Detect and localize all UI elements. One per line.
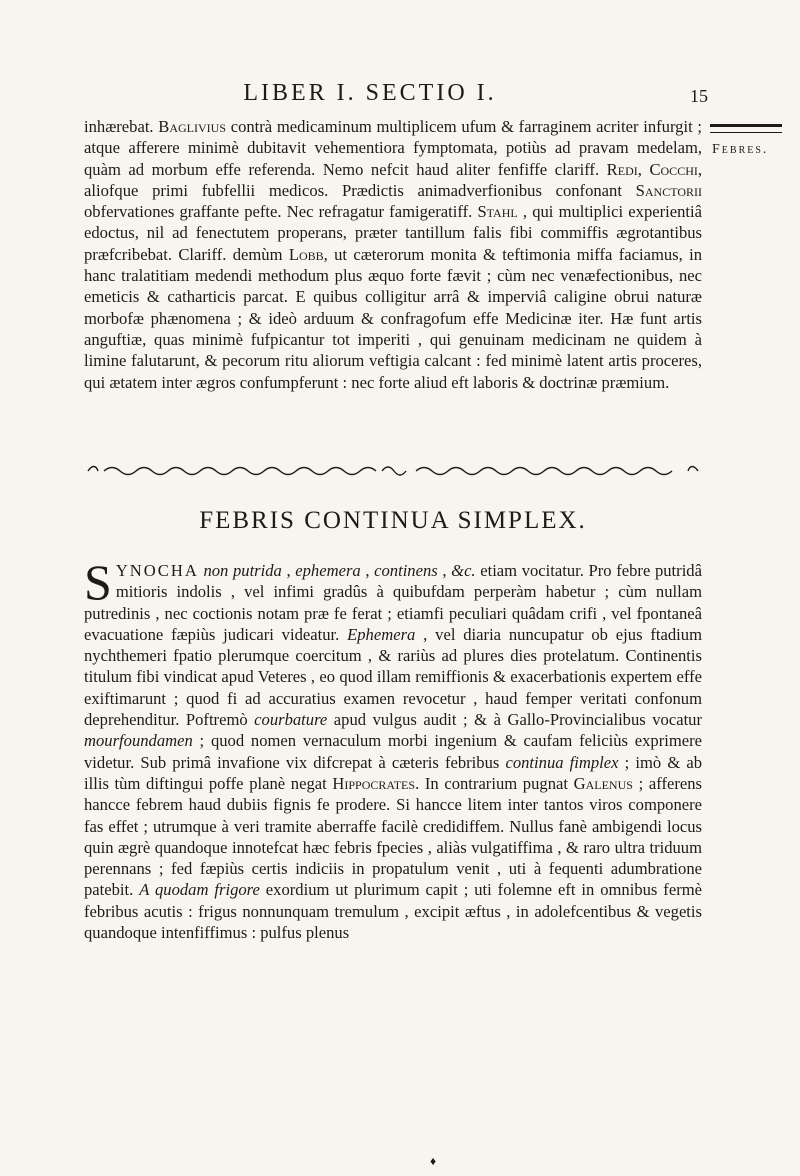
running-head: LIBER I. SECTIO I.	[243, 80, 497, 106]
drop-cap: S	[84, 554, 112, 610]
paragraph-2: SYNOCHA non putrida , ephemera , continens , &c. etiam vocitatur. Pro febre putridâ mitioris indolis , vel infimi gradûs à quibufdam perperàm habetur ; cùm nullam putredinis , nec coctionis notam præ fe ferat ; etiamfi peculiari quâdam crifi , vel fpontaneâ evacuatione fæpiùs judicari videatur. Ephemera , vel diaria nuncupatur ob ejus ftadium nychthemeri fpatio plerumque coercitum , & rariùs ad plures dies protelatum. Continentis titulum fibi vindicat apud Veteres , eo quod illam remiffionis & exacerbationis expertem effe exiftimarunt ; quod fi ad accuratius examen revocetur , haud femper veritati confonum deprehenditur. Poftremò courbature apud vulgus audit ; & à Gallo-Provincialibus vocatur mourfoundamen ; quod nomen vernaculum morbi ingenium & caufam feliciùs exprimere videtur. Sub primâ invafione vix difcrepat à cæteris febribus continua fimplex ; imò & ab illis tùm diftingui poffe planè negat Hippocrates. In contrarium pugnat Galenus ; afferens hancce febrem haud dubiis fignis fe prodere. Si hancce litem inter tantos viros componere fas effet ; utrumque à veri tramite aberraffe facilè credidiffem. Nullus fanè ambigendi locus quin ægrè quandoque innotefcat hæc febris fpecies , aliàs vulgatiffima , & raro ultra triduum perennans ; fed fæpiùs certis indiciis in propatulum venit , uti à fequenti adumbratione patebit. A quodam frigore exordium ut plurimum capit ; uti folemne eft in omnibus fermè febribus acutis : frigus nonnunquam tremulum , excipit æftus , in adolefcentibus & vegetis quandoque intenfiffimus : pulfus plenus	[84, 554, 703, 943]
ornament-divider	[84, 462, 702, 480]
author-stahl: Stahl	[477, 202, 518, 222]
author-sanctorius: Sanctorii	[635, 180, 702, 200]
author-hippocrates: Hippocrates	[332, 773, 416, 793]
margin-rule	[710, 124, 782, 133]
side-note: Febres.	[712, 142, 769, 157]
page-number: 15	[690, 86, 708, 106]
author-redi: Redi	[606, 159, 638, 179]
author-lobb: Lobb	[288, 244, 324, 264]
section-title: FEBRIS CONTINUA SIMPLEX.	[199, 507, 587, 534]
author-cocchi: Cocchi	[649, 159, 698, 179]
author-baglivius: Baglivius	[158, 117, 227, 136]
printer-mark: ♦	[430, 1154, 437, 1168]
paragraph-1: inhærebat. Baglivius contrà medicaminum multiplicem ufum & farraginem acriter infurgit ; atque afferere minimè dubitavit vehementiora fymptomata, potiùs ad pravam medelam, quàm ad morbum effe referenda. Nemo nefcit haud aliter fenfiffe clariff. Redi, Cocchi, aliofque primi fubfellii medicos. Prædictis animadverfionibus confonant Sanctorii obfervationes graffante pefte. Nec refragatur famigeratiff. Stahl , qui multiplici experientiâ edoctus, nil ad fenectutem properans, præter tantillum falis fibi commiffis ægrotantibus præfcribebat. Clariff. demùm Lobb, ut cæterorum monita & teftimonia miffa faciamus, in hanc tralatitiam medendi methodum plus æquo forte fævit ; cùm nec venæfectionibus, nec emeticis & catharticis parcat. E quibus colligitur arrâ & imperviâ caligine obrui naturæ morbofæ phænomena ; & ideò arduum & confragofum effe Medicinæ iter. Hæ funt artis anguftiæ, quas minimè fufpicantur tot imperiti , qui genuinam medicinam ne quidem à limine falutarunt, & pecorum ritu aliorum veftigia calcant : fed minimè latent artis proceres, qui ætatem inter ægros confumpferunt : nec forte aliud eft laboris & doctrinæ præmium.	[84, 117, 703, 392]
author-galenus: Galenus	[573, 773, 633, 793]
